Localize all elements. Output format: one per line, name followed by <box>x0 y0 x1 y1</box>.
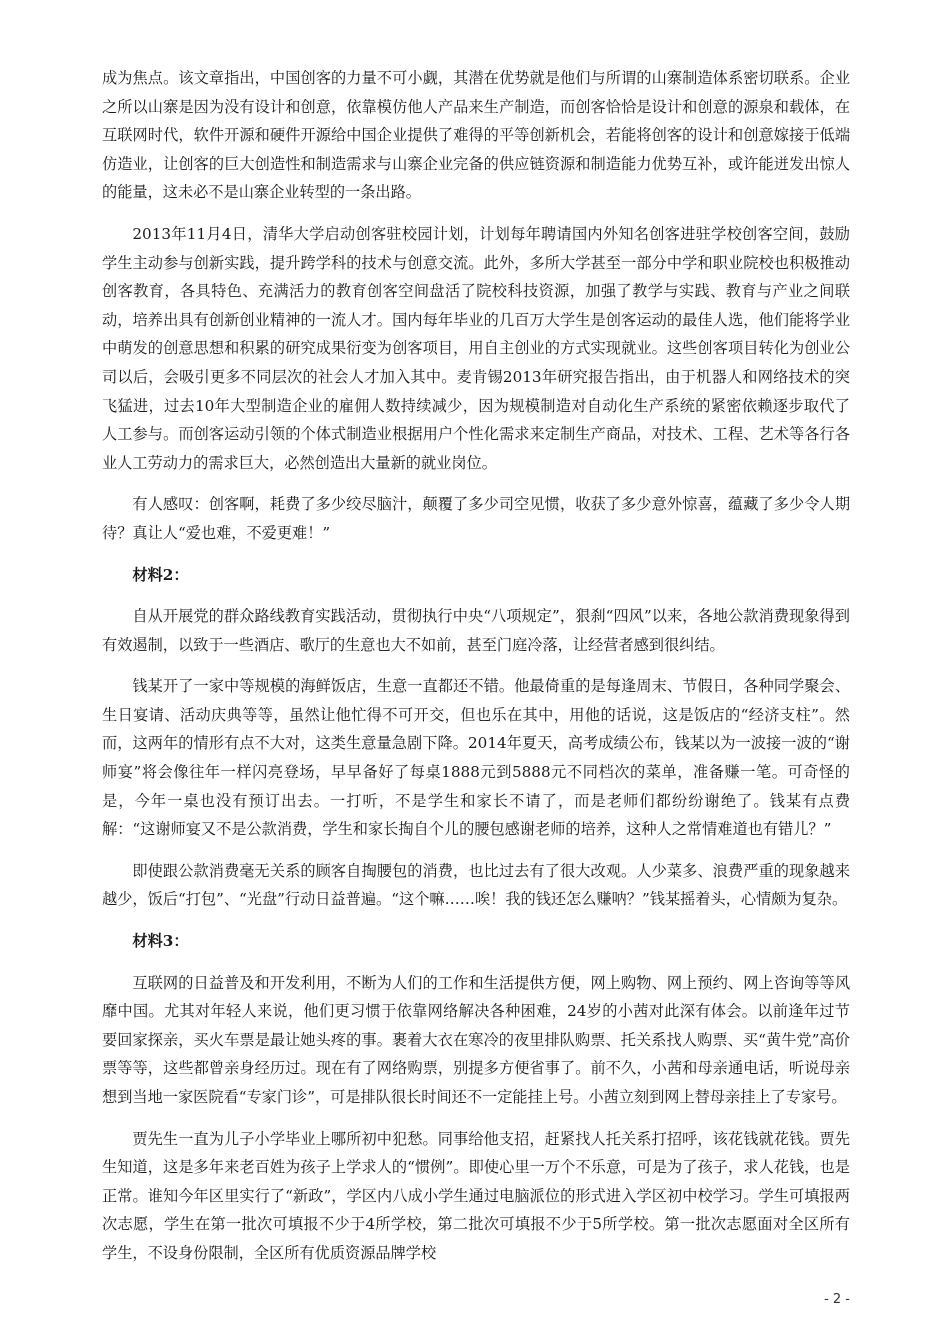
paragraph: 自从开展党的群众路线教育实践活动，贯彻执行中央“八项规定”，狠刹“四风”以来，各地公款消费现象得到有效遏制，以致于一些酒店、歌厅的生意也大不如前，甚至门庭冷落，让经营者感到很纠结。 <box>102 607 850 654</box>
paragraph: 2013年11月4日，清华大学启动创客驻校园计划，计划每年聘请国内外知名创客进驻学校创客空间，鼓励学生主动参与创新实践，提升跨学科的技术与创意交流。此外，多所大学甚至一部分中学和职业院校也积极推动创客教育，各具特色、充满活力的教育创客空间盘活了院校科技资源，加强了教学与实践、教育与产业之间联动，培养出具有创新创业精神的一流人才。国内每年毕业的几百万大学生是创客运动的最佳人选，他们能将学业中萌发的创意思想和积累的研究成果衍变为创客项目，用自主创业的方式实现就业。这些创客项目转化为创业公司以后，会吸引更多不同层次的社会人才加入其中。麦肯锡2013年研究报告指出，由于机器人和网络技术的突飞猛进，过去10年大型制造企业的雇佣人数持续减少，因为规模制造对自动化生产系统的紧密依赖逐步取代了人工参与。而创客运动引领的个体式制造业根据用户个性化需求来定制生产商品，对技术、工程、艺术等各行各业人工劳动力的需求巨大，必然创造出大量新的就业岗位。 <box>102 224 850 472</box>
paragraph: 即使跟公款消费毫无关系的顾客自掏腰包的消费，也比过去有了很大改观。人少菜多、浪费严重的现象越来越少，饭后“打包”、“光盘”行动日益普遍。“这个嘛……唉！我的钱还怎么赚呐？”钱某摇着头，心情颇为复杂。 <box>102 861 850 909</box>
document-page <box>102 64 850 1281</box>
paragraph: 互联网的日益普及和开发利用，不断为人们的工作和生活提供方便，网上购物、网上预约、网上咨询等等风靡中国。尤其对年轻人来说，他们更习惯于依靠网络解决各种困难，24岁的小茜对此深有体会。以前逢年过节要回家探亲，买火车票是最让她头疼的事。裹着大衣在寒冷的夜里排队购票、托关系找人购票、买“黄牛党”高价票等等，这些都曾亲身经历过。现在有了网络购票，别提多方便省事了。前不久，小茜和母亲通电话，听说母亲想到当地一家医院看“专家门诊”，可是排队很长时间还不一定能挂上号。小茜立刻到网上替母亲挂上了专家号。 <box>102 973 850 1106</box>
paragraph: 有人感叹：创客啊，耗费了多少绞尽脑汁，颠覆了多少司空见惯，收获了多少意外惊喜，蕴藏了多少令人期待？真让人“爱也难，不爱更难！” <box>102 495 850 542</box>
page-number: - 2 - <box>824 1292 850 1307</box>
paragraph: 贾先生一直为儿子小学毕业上哪所初中犯愁。同事给他支招，赶紧找人托关系打招呼，该花钱就花钱。贾先生知道，这是多年来老百姓为孩子上学求人的“惯例”。即使心里一万个不乐意，可是为了孩子，求人花钱，也是正常。谁知今年区里实行了“新政”，学区内八成小学生通过电脑派位的形式进入学区初中校学习。学生可填报两次志愿，学生在第一批次可填报不少于4所学校，第二批次可填报不少于5所学校。第一批次志愿面对全区所有学生，不设身份限制，全区所有优质资源品牌学校 <box>102 1129 850 1262</box>
section-heading: 材料3： <box>132 932 189 951</box>
paragraph: 钱某开了一家中等规模的海鲜饭店，生意一直都还不错。他最倚重的是每逢周末、节假日，各种同学聚会、生日宴请、活动庆典等等，虽然让他忙得不可开交，但也乐在其中，用他的话说，这是饭店的“经济支柱”。然而，这两年的情形有点不大对，这类生意量急剧下降。2014年夏天，高考成绩公布，钱某以为一波接一波的“谢师宴”将会像往年一样闪亮登场，早早备好了每桌1888元到5888元不同档次的菜单，准备赚一笔。可奇怪的是，今年一桌也没有预订出去。一打听，不是学生和家长不请了，而是老师们都纷纷谢绝了。钱某有点费解：“这谢师宴又不是公款消费，学生和家长掏自个儿的腰包感谢老师的培养，这种人之常情难道也有错儿？” <box>102 677 850 839</box>
section-heading: 材料2： <box>132 565 189 584</box>
paragraph: 成为焦点。该文章指出，中国创客的力量不可小觑，其潜在优势就是他们与所谓的山寨制造体系密切联系。企业之所以山寨是因为没有设计和创意，依靠模仿他人产品来生产制造，而创客恰恰是设计和创意的源泉和载体，在互联网时代，软件开源和硬件开源给中国企业提供了难得的平等创新机会，若能将创客的设计和创意嫁接于低端仿造业，让创客的巨大创造性和制造需求与山寨企业完备的供应链资源和制造能力优势互补，或许能迸发出惊人的能量，这未必不是山寨企业转型的一条出路。 <box>102 69 850 202</box>
